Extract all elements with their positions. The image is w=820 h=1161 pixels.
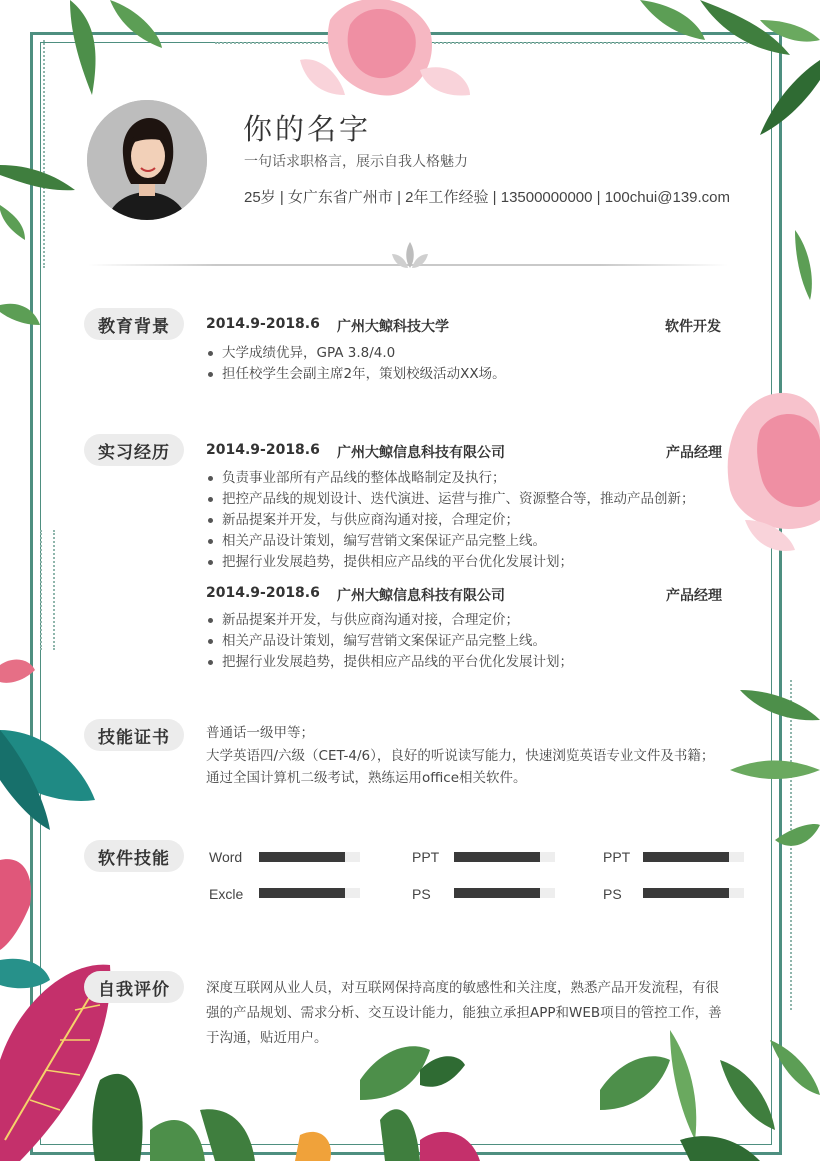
skill-bar-track [643, 888, 744, 898]
internship-1-role: 产品经理 [666, 445, 722, 461]
candidate-name: 你的名字 [243, 112, 372, 146]
skill-bar-track [454, 852, 555, 862]
list-item: 负责事业部所有产品线的整体战略制定及执行； [206, 468, 746, 489]
section-title-education: 教育背景 [84, 308, 184, 340]
list-item: 大学成绩优异，GPA 3.8/4.0 [206, 343, 746, 364]
list-item: 把握行业发展趋势，提供相应产品线的平台优化发展计划； [206, 552, 746, 573]
skill-label: PS [412, 886, 431, 902]
skill-label: PS [603, 886, 622, 902]
skill-bar-fill [643, 852, 729, 862]
skill-bar-fill [643, 888, 729, 898]
internship-1-company: 广州大鲸信息科技有限公司 [337, 445, 505, 461]
list-item: 把握行业发展趋势，提供相应产品线的平台优化发展计划； [206, 652, 746, 673]
skill-label: PPT [603, 849, 631, 865]
section-title-software: 软件技能 [84, 840, 184, 872]
section-title-internship: 实习经历 [84, 434, 184, 466]
self-evaluation-line: 强的产品规划、需求分析、交互设计能力，能独立承担APP和WEB项目的管控工作，善 [206, 1005, 722, 1021]
internship-2-company: 广州大鲸信息科技有限公司 [337, 588, 505, 604]
list-item: 新品提案并开发，与供应商沟通对接，合理定价； [206, 510, 746, 531]
skill-bar-track [643, 852, 744, 862]
internship-1-bullets [206, 468, 746, 573]
leaf-cluster-top-right-icon [640, 0, 820, 300]
avatar [87, 100, 207, 220]
skill-bar-track [259, 888, 360, 898]
skill-label: PPT [412, 849, 440, 865]
motto: 一句话求职格言，展示自我人格魅力 [244, 154, 468, 170]
internship-2-bullets [206, 610, 746, 673]
pink-flower-top-icon [300, 0, 470, 96]
self-evaluation-line: 于沟通，贴近用户。 [206, 1030, 328, 1046]
skill-bar-fill [259, 852, 345, 862]
list-item: 相关产品设计策划，编写营销文案保证产品完整上线。 [206, 531, 746, 552]
skill-bar-fill [259, 888, 345, 898]
skill-bar-fill [454, 852, 540, 862]
list-item: 担任校学生会副主席2年，策划校级活动XX场。 [206, 364, 746, 385]
cert-line: 通过全国计算机二级考试，熟练运用office相关软件。 [206, 770, 527, 786]
list-item: 把控产品线的规划设计、迭代演进、运营与推广、资源整合等，推动产品创新； [206, 489, 746, 510]
skill-label: Word [209, 849, 243, 865]
list-item: 相关产品设计策划，编写营销文案保证产品完整上线。 [206, 631, 746, 652]
cert-line: 大学英语四/六级（CET-4/6），良好的听说读写能力，快速浏览英语专业文件及书籍； [206, 747, 715, 764]
skill-bar-track [259, 852, 360, 862]
cert-line: 普通话一级甲等； [206, 725, 314, 741]
education-bullets [206, 343, 746, 385]
internship-1-date: 2014.9-2018.6 [206, 442, 320, 458]
education-school: 广州大鲸科技大学 [337, 319, 449, 335]
leaf-cluster-left-icon [0, 660, 95, 989]
internship-2-role: 产品经理 [666, 588, 722, 604]
leaf-cluster-bottom-middle-icon [360, 1046, 480, 1161]
internship-2-date: 2014.9-2018.6 [206, 585, 320, 601]
section-title-self: 自我评价 [84, 971, 184, 1003]
list-item: 新品提案并开发，与供应商沟通对接，合理定价； [206, 610, 746, 631]
lotus-ornament-icon [388, 238, 432, 270]
self-evaluation [206, 976, 766, 1051]
contact-info: 25岁 | 女广东省广州市 | 2年工作经验 | 13500000000 | 100chui@139.com [244, 189, 731, 206]
skill-bar-track [454, 888, 555, 898]
self-evaluation-line: 深度互联网从业人员，对互联网保持高度的敏感性和关注度，熟悉产品开发流程，有很 [206, 980, 719, 996]
avatar-portrait-icon [87, 100, 207, 220]
section-title-certs: 技能证书 [84, 719, 184, 751]
education-major: 软件开发 [665, 319, 721, 335]
education-date: 2014.9-2018.6 [206, 316, 320, 332]
skill-label: Excle [209, 886, 244, 902]
skill-bar-fill [454, 888, 540, 898]
certs-list [206, 722, 751, 790]
